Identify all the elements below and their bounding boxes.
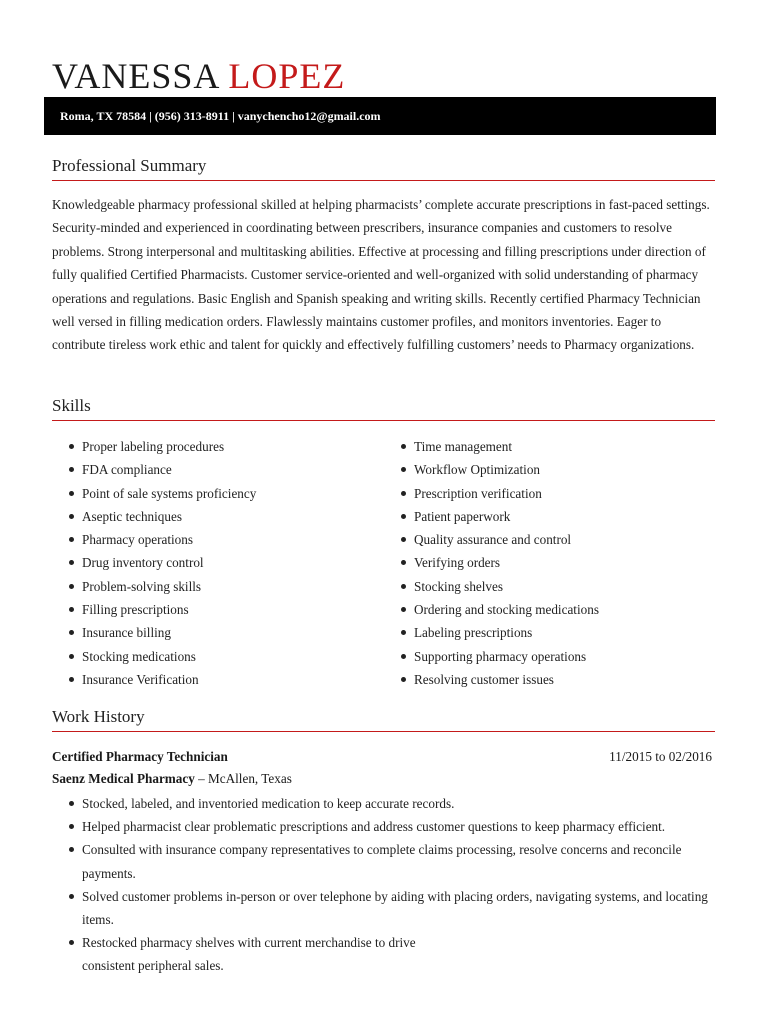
skill-item: Prescription verification xyxy=(400,482,700,505)
employer-name: Saenz Medical Pharmacy xyxy=(52,771,195,786)
skill-item: Stocking medications xyxy=(68,645,368,668)
skills-divider xyxy=(52,420,715,421)
skill-item: FDA compliance xyxy=(68,458,368,481)
skill-item: Aseptic techniques xyxy=(68,505,368,528)
summary-heading: Professional Summary xyxy=(52,156,207,175)
skill-item: Quality assurance and control xyxy=(400,528,700,551)
first-name: VANESSA xyxy=(52,56,219,96)
skill-item: Resolving customer issues xyxy=(400,668,700,691)
duty-item: Stocked, labeled, and inventoried medication to keep accurate records. xyxy=(68,792,714,815)
skill-item: Filling prescriptions xyxy=(68,598,368,621)
skills-heading: Skills xyxy=(52,396,91,415)
skill-item: Time management xyxy=(400,435,700,458)
candidate-name xyxy=(52,52,345,100)
employer-line xyxy=(52,768,292,790)
work-history-heading: Work History xyxy=(52,707,145,726)
skill-item: Proper labeling procedures xyxy=(68,435,368,458)
skill-item: Problem-solving skills xyxy=(68,575,368,598)
skill-item: Insurance Verification xyxy=(68,668,368,691)
summary-divider xyxy=(52,180,715,181)
duty-item: Helped pharmacist clear problematic prescriptions and address customer questions to keep pharmacy efficient. xyxy=(68,815,714,838)
contact-bar: Roma, TX 78584 | (956) 313-8911 | vanychencho12@gmail.com xyxy=(44,97,716,135)
skills-list-left xyxy=(68,435,368,691)
duty-item: Restocked pharmacy shelves with current merchandise to drive consistent peripheral sales. xyxy=(68,931,452,977)
skill-item: Insurance billing xyxy=(68,621,368,644)
skill-item: Labeling prescriptions xyxy=(400,621,700,644)
skill-item: Pharmacy operations xyxy=(68,528,368,551)
job-dates: 11/2015 to 02/2016 xyxy=(609,749,712,764)
skill-item: Supporting pharmacy operations xyxy=(400,645,700,668)
job-header xyxy=(52,746,712,768)
summary-text: Knowledgeable pharmacy professional skilled at helping pharmacists’ complete accurate prescriptions in fast-paced settings. Security-minded and experienced in coordinating between prescribers, insurance companies and customers to resolve problems. Strong interpersonal and multitasking abilities. Effective at processing and filling prescriptions under direction of fully qualified Certified Pharmacists. Customer service-oriented and well-organized with solid understanding of pharmacy operations and regulations. Basic English and Spanish speaking and writing skills. Recently certified Pharmacy Technician well versed in filling medication orders. Flawlessly maintains customer profiles, and monitors inventories. Eager to contribute tireless work ethic and talent for quickly and effectively fulfilling customers’ needs to Pharmacy organizations. xyxy=(52,197,710,353)
job-duties-list xyxy=(68,792,714,978)
skill-item: Verifying orders xyxy=(400,551,700,574)
skill-item: Ordering and stocking medications xyxy=(400,598,700,621)
job-location: – McAllen, Texas xyxy=(194,771,292,786)
skill-item: Drug inventory control xyxy=(68,551,368,574)
skill-item: Workflow Optimization xyxy=(400,458,700,481)
skill-item: Point of sale systems proficiency xyxy=(68,482,368,505)
job-title: Certified Pharmacy Technician xyxy=(52,749,228,764)
duty-item: Consulted with insurance company representatives to complete claims processing, resolve concerns and reconcile payments. xyxy=(68,838,714,884)
duty-item: Solved customer problems in-person or over telephone by aiding with placing orders, navigating systems, and locating items. xyxy=(68,885,714,931)
skill-item: Stocking shelves xyxy=(400,575,700,598)
work-history-divider xyxy=(52,731,715,732)
last-name: LOPEZ xyxy=(228,56,346,96)
skills-list-right xyxy=(400,435,700,691)
skill-item: Patient paperwork xyxy=(400,505,700,528)
